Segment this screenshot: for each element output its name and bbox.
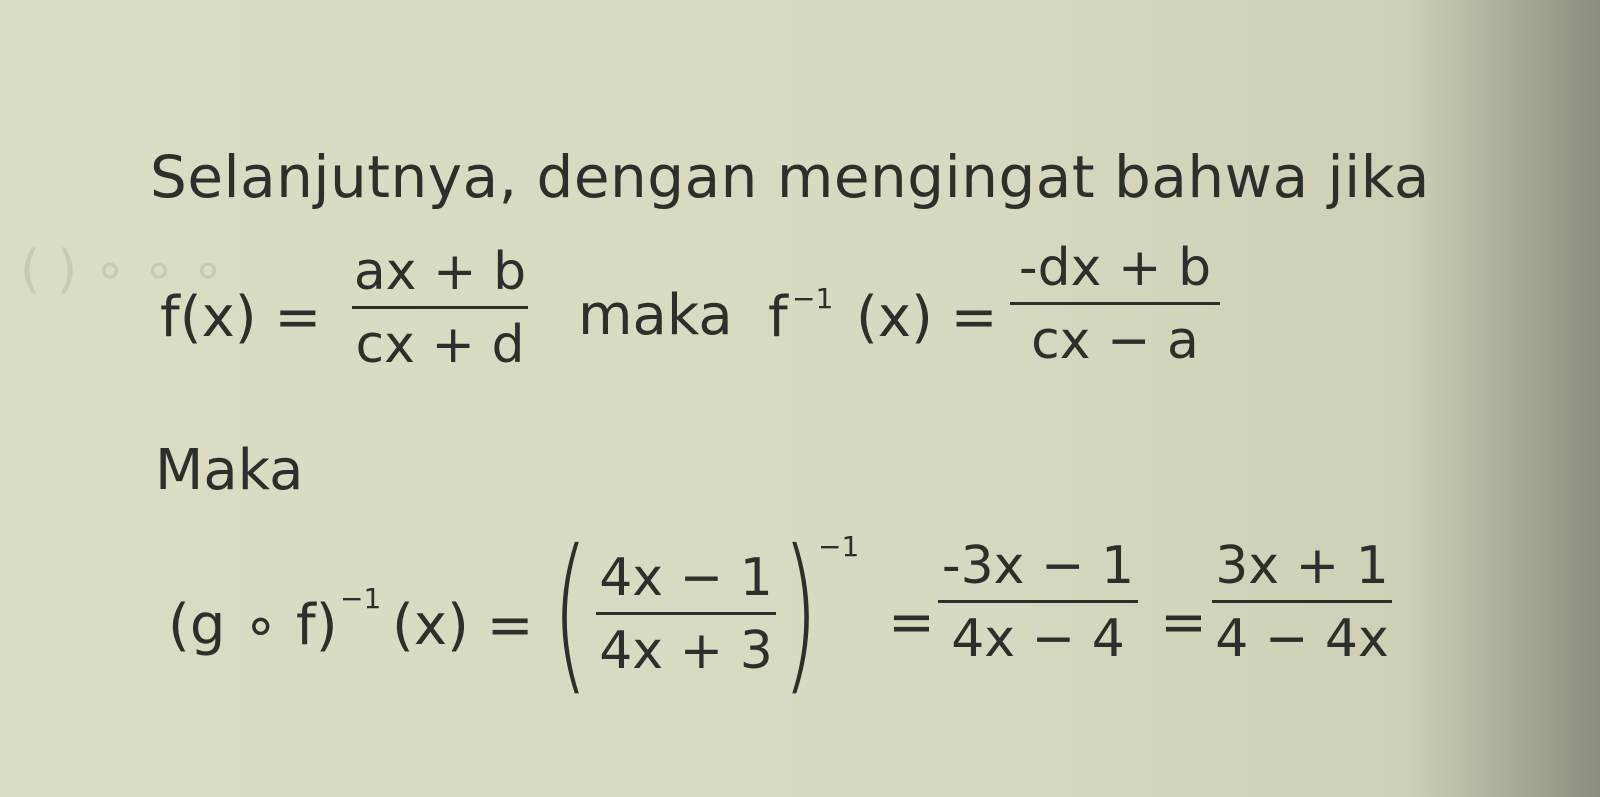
right-big-paren: ) <box>782 514 819 712</box>
formula1-connector: maka <box>578 283 733 348</box>
fraction-bar <box>1010 302 1220 305</box>
third-fraction <box>1212 536 1392 669</box>
fraction-bar <box>596 612 776 615</box>
formula2-lhs-exponent: −1 <box>340 582 382 615</box>
formula1-lhs: f(x) = <box>160 285 322 350</box>
inverse-arg: (x) = <box>856 285 998 350</box>
inverse-denominator: cx − a <box>1031 311 1199 371</box>
maka-label: Maka <box>155 438 304 503</box>
third-numerator: 3x + 1 <box>1215 536 1389 596</box>
paren-numerator: 4x − 1 <box>599 548 773 608</box>
equals-sign-1: = <box>888 590 935 655</box>
heading-text: Selanjutnya, dengan mengingat bahwa jika <box>150 143 1430 211</box>
formula1-fraction <box>352 242 528 375</box>
paren-fraction <box>596 548 776 681</box>
fraction-bar <box>938 600 1138 603</box>
formula2-lhs-arg: (x) = <box>392 593 534 658</box>
formula1-denominator: cx + d <box>355 315 525 375</box>
fraction-bar <box>352 306 528 309</box>
second-numerator: -3x − 1 <box>941 536 1135 596</box>
fraction-bar <box>1212 600 1392 603</box>
formula1-numerator: ax + b <box>353 242 527 302</box>
bleed-through-text: ( ) ∘ ∘ ∘ <box>20 240 225 300</box>
formula2-lhs: (g ∘ f) <box>168 593 338 658</box>
inverse-base: f <box>768 285 788 350</box>
second-denominator: 4x − 4 <box>951 609 1125 669</box>
inverse-fraction <box>1010 238 1220 371</box>
second-fraction <box>938 536 1138 669</box>
paren-denominator: 4x + 3 <box>599 621 773 681</box>
paren-exponent: −1 <box>818 530 860 563</box>
left-big-paren: ( <box>552 514 589 712</box>
inverse-exponent: −1 <box>792 282 834 315</box>
equals-sign-2: = <box>1160 590 1207 655</box>
third-denominator: 4 − 4x <box>1215 609 1389 669</box>
inverse-numerator: -dx + b <box>1018 238 1212 298</box>
